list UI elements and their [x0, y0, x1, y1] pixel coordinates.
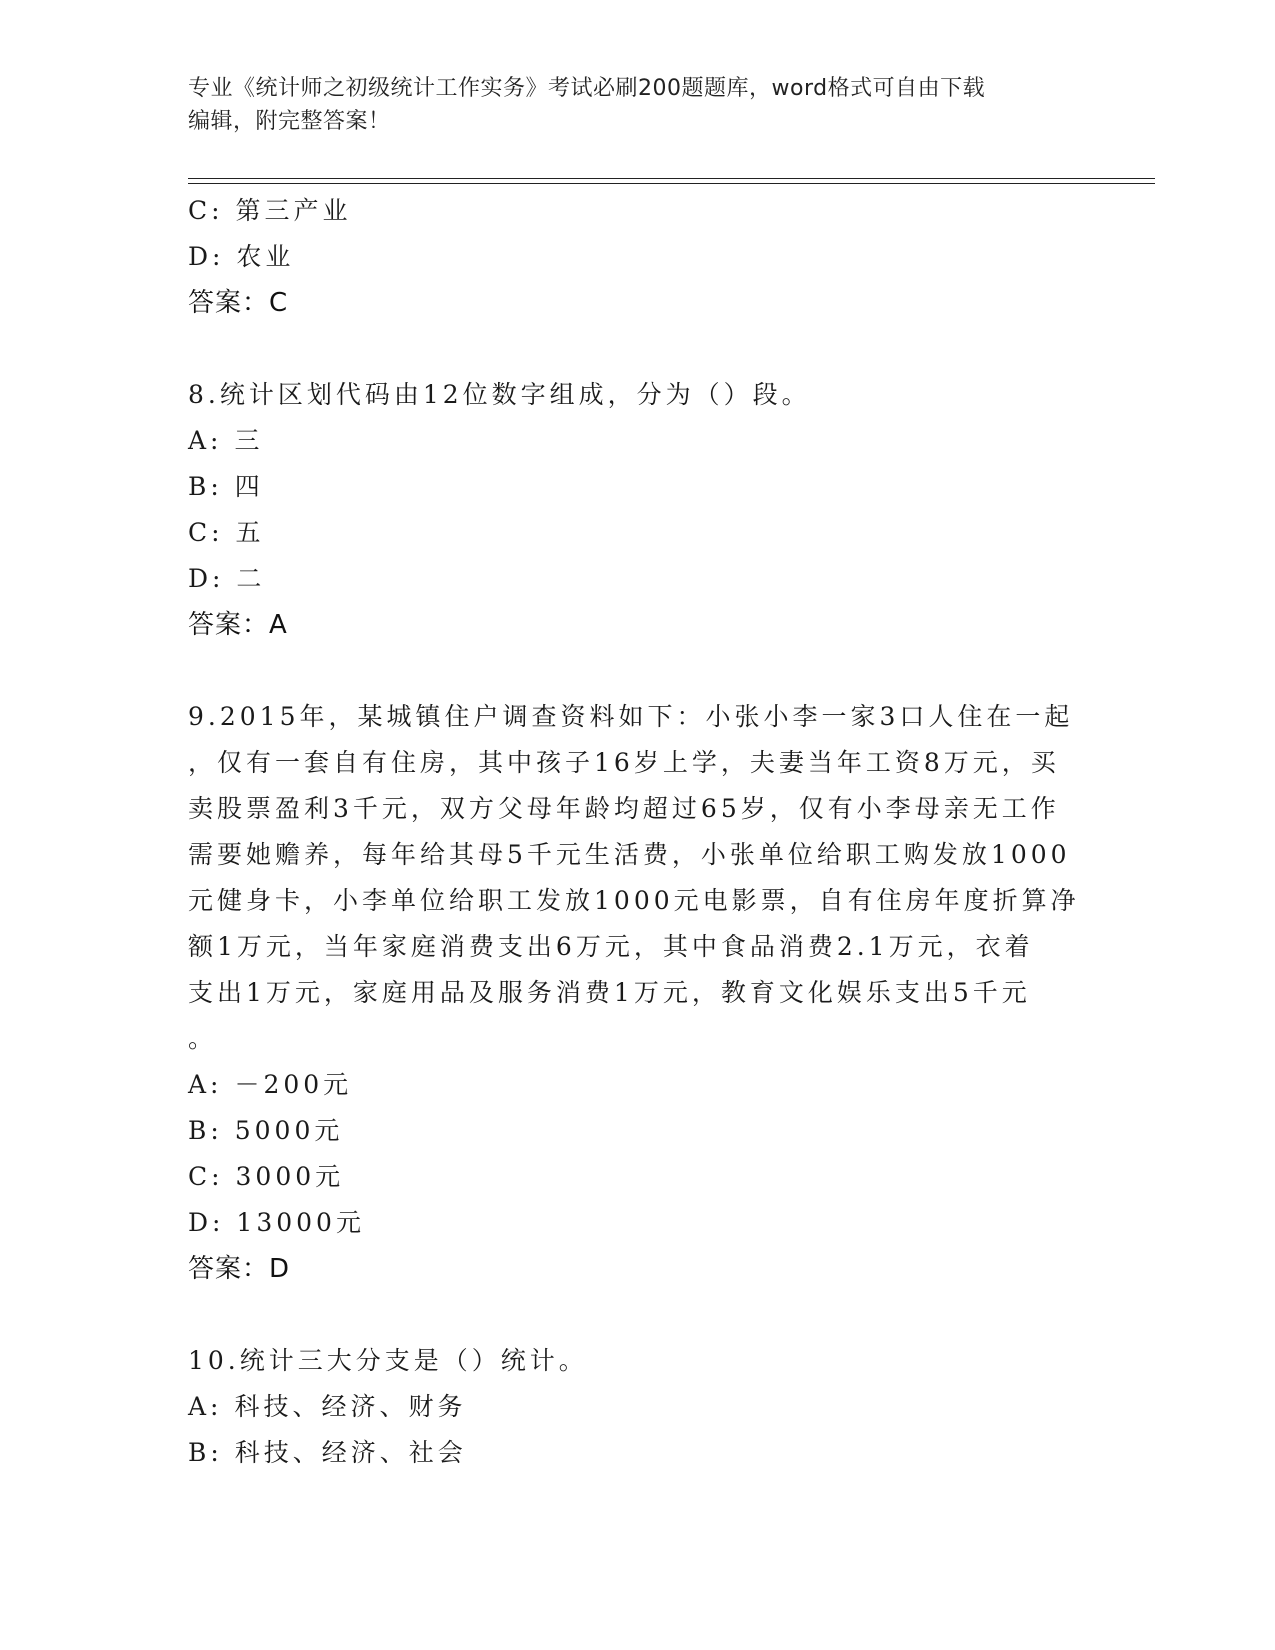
option-a: A: －200元: [188, 1070, 353, 1099]
question-stem-line: 额1万元，当年家庭消费支出6万元，其中食品消费2.1万元，衣着: [188, 932, 1034, 961]
question-stem-line: 元健身卡，小李单位给职工发放1000元电影票，自有住房年度折算净: [188, 886, 1080, 915]
question-10: [188, 1338, 1088, 1476]
question-8: [188, 372, 1088, 648]
header-rule-bottom: [188, 183, 1155, 184]
question-9: [188, 694, 1088, 1292]
question-stem-line: 卖股票盈利3千元，双方父母年龄均超过65岁，仅有小李母亲无工作: [188, 794, 1060, 823]
option-b: B: 5000元: [188, 1116, 344, 1145]
option-b: B: 科技、经济、社会: [188, 1438, 467, 1467]
answer-label: 答案：A: [188, 610, 288, 640]
question-stem-line: ，仅有一套自有住房，其中孩子16岁上学，夫妻当年工资8万元，买: [188, 748, 1060, 777]
header-line-2: 编辑，附完整答案！: [188, 109, 391, 134]
answer-label: 答案：D: [188, 1254, 291, 1284]
option-c: C: 五: [188, 518, 265, 547]
option-a: A: 科技、经济、财务: [188, 1392, 467, 1421]
option-d: D: 13000元: [188, 1208, 365, 1237]
question-stem-line: 支出1万元，家庭用品及服务消费1万元，教育文化娱乐支出5千元: [188, 978, 1031, 1007]
option-b: B: 四: [188, 472, 264, 501]
question-stem: 10.统计三大分支是（）统计。: [188, 1346, 588, 1375]
question-stem: 8.统计区划代码由12位数字组成，分为（）段。: [188, 380, 811, 409]
option-c: C: 第三产业: [188, 196, 352, 225]
option-c: C: 3000元: [188, 1162, 345, 1191]
option-d: D: 二: [188, 564, 266, 593]
question-stem-line: 需要她赡养，每年给其母5千元生活费，小张单位给职工购发放1000: [188, 840, 1071, 869]
option-a: A: 三: [188, 426, 264, 455]
question-fragment: [188, 188, 1088, 326]
header-line-1: 专业《统计师之初级统计工作实务》考试必刷200题题库，word格式可自由下载: [188, 76, 986, 101]
answer-label: 答案：C: [188, 288, 289, 318]
question-stem-line: 9.2015年，某城镇住户调查资料如下：小张小李一家3口人住在一起: [188, 702, 1074, 731]
option-d: D: 农业: [188, 242, 295, 271]
header-rule-top: [188, 178, 1155, 179]
question-stem-line: 。: [188, 1024, 218, 1053]
document-header: [188, 72, 1078, 138]
question-list: [188, 188, 1088, 1476]
